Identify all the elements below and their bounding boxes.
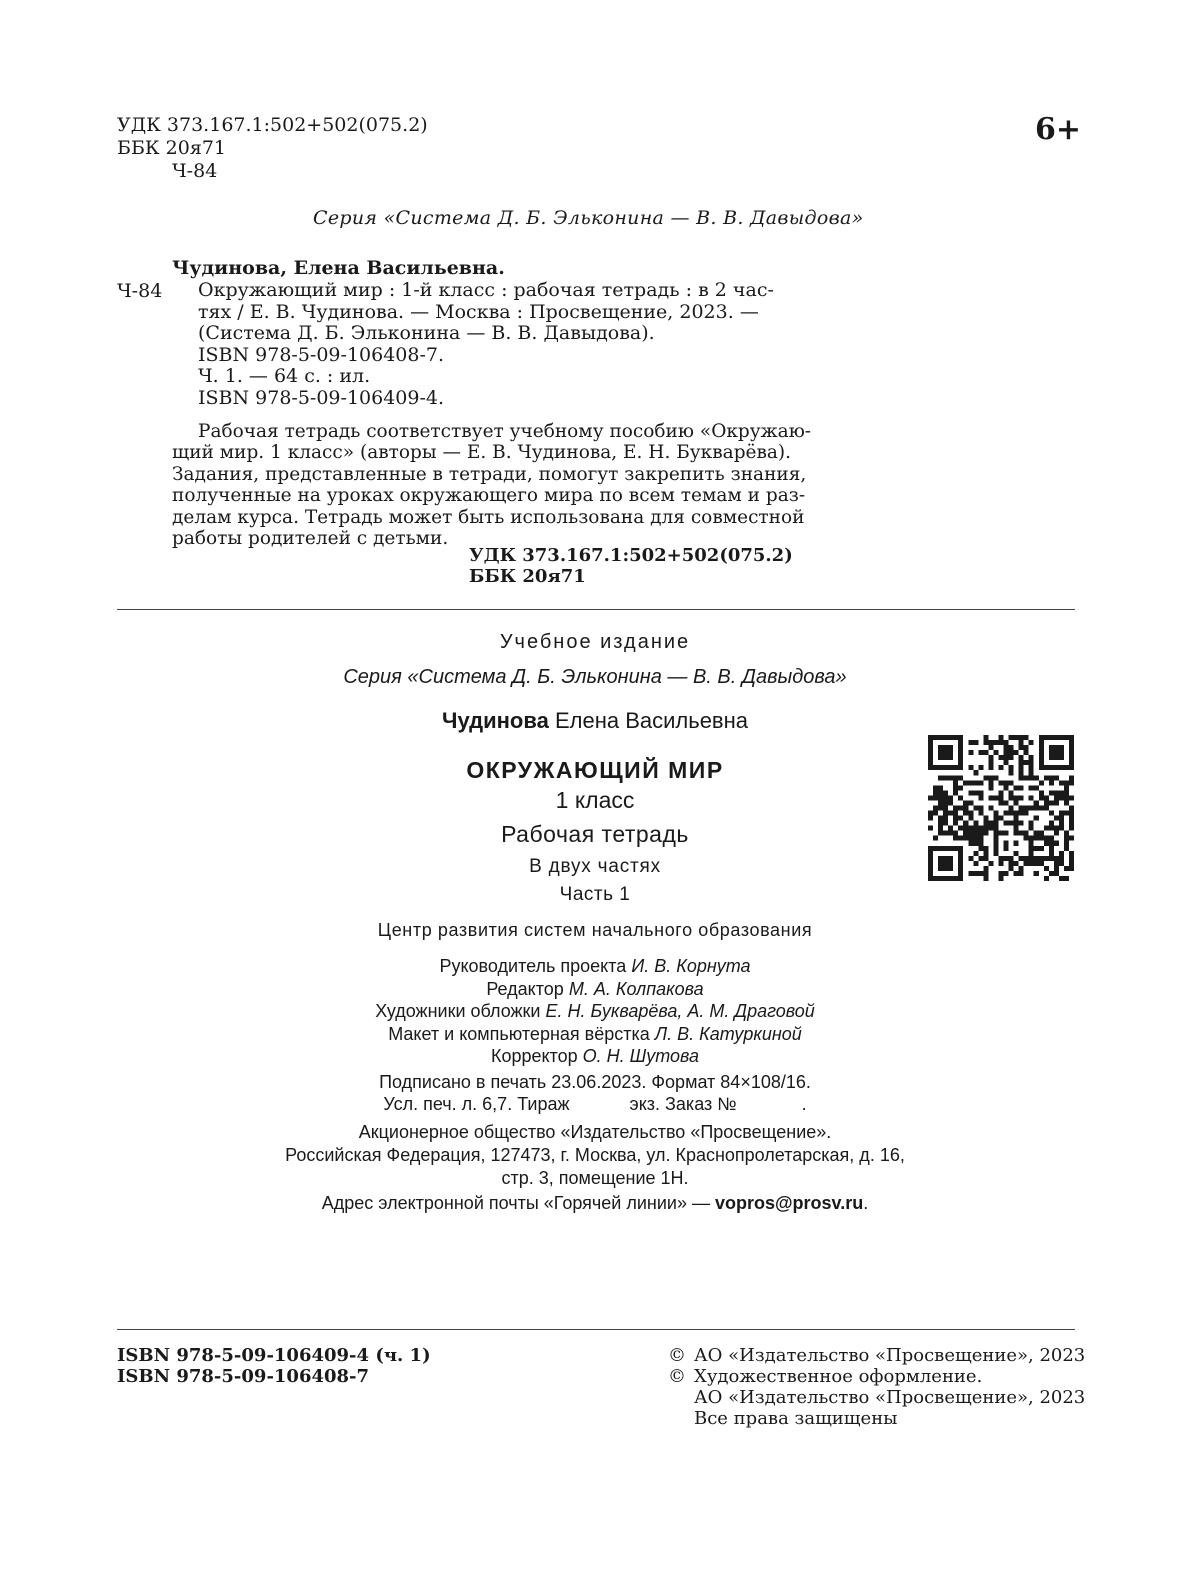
credit-names: Е. Н. Букварёва, А. М. Драговой	[545, 1001, 815, 1021]
description-line: (Система Д. Б. Эльконина — В. В. Давыдова).	[198, 322, 655, 344]
credit-names: О. Н. Шутова	[582, 1046, 700, 1066]
credit-role: Руководитель проекта	[439, 956, 627, 976]
qr-code[interactable]	[928, 735, 1074, 881]
book-type: Рабочая тетрадь	[501, 821, 689, 847]
isbn-volume: ISBN 978-5-09-106409-4.	[198, 386, 445, 409]
series-header: Серия «Система Д. Б. Эльконина — В. В. Давыдова»	[313, 207, 864, 229]
credit-role: Корректор	[490, 1046, 578, 1066]
description-line: Окружающий мир : 1-й класс : рабочая тетрадь : в 2 час-	[198, 279, 774, 301]
series-name: Серия «Система Д. Б. Эльконина — В. В. Давыдова»	[343, 666, 847, 688]
publisher-line: Российская Федерация, 127473, г. Москва, ул. Краснопролетарская, д. 16,	[285, 1145, 905, 1165]
copyright-icon: ©	[668, 1345, 686, 1366]
credit-row	[0, 955, 1190, 978]
author-mark: Ч-84	[172, 160, 218, 182]
age-rating: 6+	[1035, 112, 1082, 147]
udk-code: УДК 373.167.1:502+502(075.2)	[117, 114, 428, 136]
email-suffix: .	[863, 1193, 869, 1213]
udk-code-bottom: УДК 373.167.1:502+502(075.2)	[469, 545, 793, 566]
email-address[interactable]: vopros@prosv.ru	[714, 1193, 864, 1213]
credit-names: Л. В. Катуркиной	[654, 1023, 802, 1044]
bibliographic-description	[198, 279, 774, 409]
copyright-text: Художественное оформление.	[694, 1366, 983, 1387]
copyright-line	[668, 1366, 982, 1388]
signed-to-print: Подписано в печать 23.06.2023. Формат 84×108/16.	[379, 1072, 811, 1092]
abstract-line: полученные на уроках окружающего мира по всем темам и раз-	[172, 485, 806, 507]
isbn-set-footer: ISBN 978-5-09-106408-7	[117, 1366, 370, 1387]
author-heading: Чудинова, Елена Васильевна.	[172, 257, 505, 279]
copyright-text: АО «Издательство «Просвещение», 2023	[694, 1345, 1086, 1366]
credit-row	[0, 1023, 1190, 1046]
grade: 1 класс	[555, 787, 635, 813]
part-number: Часть 1	[559, 884, 631, 905]
divider	[117, 1329, 1075, 1330]
credit-row	[0, 1045, 1190, 1068]
divider	[117, 609, 1075, 610]
author-name	[0, 708, 1190, 734]
print-run: Усл. печ. л. 6,7. Тираж экз. Заказ № .	[383, 1094, 807, 1114]
publisher-center: Центр развития систем начального образования	[377, 920, 813, 940]
publisher-line: Акционерное общество «Издательство «Просвещение».	[358, 1122, 832, 1142]
credit-row	[0, 1000, 1190, 1023]
email-label: Адрес электронной почты «Горячей линии» —	[321, 1193, 715, 1213]
author-given-name: Елена Васильевна	[554, 708, 749, 733]
call-code: Ч-84	[117, 280, 163, 302]
publisher-address	[0, 1121, 1190, 1190]
credit-names: М. А. Колпакова	[568, 978, 704, 999]
credits-list	[0, 955, 1190, 1068]
volume-info: Ч. 1. — 64 с. : ил.	[198, 365, 371, 387]
abstract	[172, 421, 812, 550]
abstract-line: Задания, представленные в тетради, помогут закрепить знания,	[172, 463, 807, 485]
book-title: ОКРУЖАЮЩИЙ МИР	[466, 757, 724, 783]
bbk-code-bottom: ББК 20я71	[469, 566, 586, 587]
rights-notice: Все права защищены	[694, 1408, 898, 1429]
copyright-icon: ©	[668, 1366, 686, 1387]
copyright-line	[668, 1345, 1085, 1367]
abstract-line: работы родителей с детьми.	[172, 528, 449, 550]
isbn-set: ISBN 978-5-09-106408-7.	[198, 343, 445, 366]
credit-role: Макет и компьютерная вёрстка	[388, 1023, 650, 1044]
credit-role: Художники обложки	[375, 1001, 541, 1021]
isbn-part: ISBN 978-5-09-106409-4 (ч. 1)	[117, 1345, 431, 1366]
bbk-code: ББК 20я71	[117, 137, 227, 159]
credit-role: Редактор	[486, 978, 564, 999]
author-surname: Чудинова	[441, 708, 549, 733]
edition-type: Учебное издание	[499, 631, 691, 653]
hotline-email	[0, 1193, 1190, 1214]
publisher-line: стр. 3, помещение 1Н.	[501, 1168, 689, 1188]
parts-count: В двух частях	[529, 856, 661, 877]
description-line: тях / Е. В. Чудинова. — Москва : Просвещение, 2023. —	[198, 300, 759, 323]
abstract-line: делам курса. Тетрадь может быть использована для совместной	[172, 506, 805, 528]
credit-row	[0, 978, 1190, 1001]
credit-names: И. В. Корнута	[631, 956, 751, 976]
abstract-line: щий мир. 1 класс» (авторы — Е. В. Чудинова, Е. Н. Букварёва).	[172, 442, 792, 464]
copyright-holder: АО «Издательство «Просвещение», 2023	[694, 1387, 1086, 1408]
abstract-line: Рабочая тетрадь соответствует учебному пособию «Окружаю-	[198, 421, 812, 442]
